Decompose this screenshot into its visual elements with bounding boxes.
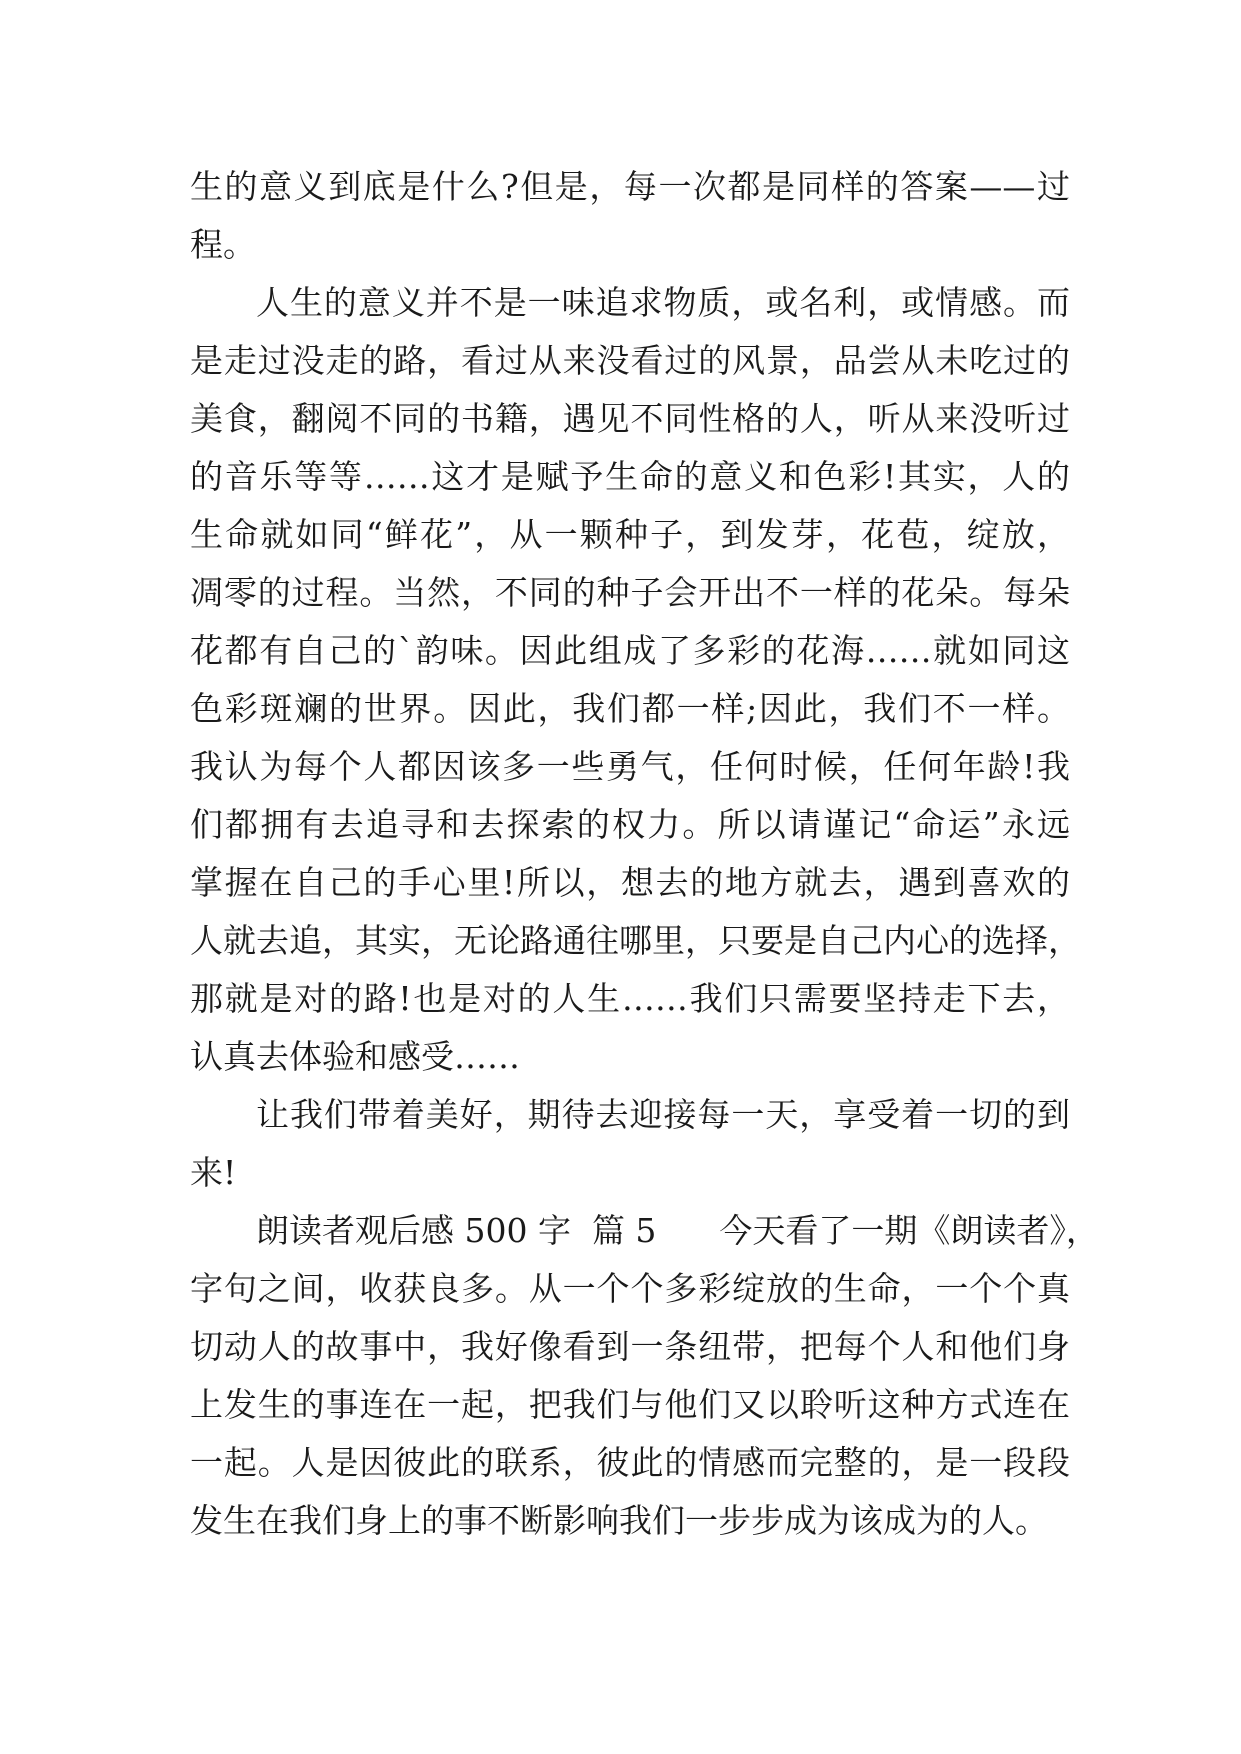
text-line: 人生的意义并不是一味追求物质，或名利，或情感。而: [256, 283, 1070, 322]
text-line: 字句之间，收获良多。从一个个多彩绽放的生命，一个个真: [190, 1269, 1070, 1308]
text-line: 认真去体验和感受……: [190, 1037, 520, 1076]
text-line: 让我们带着美好，期待去迎接每一天，享受着一切的到: [256, 1095, 1070, 1134]
text-line: 色彩斑斓的世界。因此，我们都一样;因此，我们不一样。: [190, 689, 1070, 728]
text-line: 切动人的故事中，我好像看到一条纽带，把每个人和他们身: [190, 1327, 1070, 1366]
text-line: 们都拥有去追寻和去探索的权力。所以请谨记“命运”永远: [190, 805, 1070, 844]
paragraph-3: [190, 1086, 1070, 1202]
text-line: 来!: [190, 1153, 237, 1192]
text-line: 掌握在自己的手心里!所以，想去的地方就去，遇到喜欢的: [190, 863, 1070, 902]
text-line: 的音乐等等……这才是赋予生命的意义和色彩!其实，人的: [190, 457, 1070, 496]
text-line: 花都有自己的`韵味。因此组成了多彩的花海……就如同这: [190, 631, 1070, 670]
paragraph-4: [190, 1202, 1099, 1550]
text-line: 上发生的事连在一起，把我们与他们又以聆听这种方式连在: [190, 1385, 1070, 1424]
text-line: 生命就如同“鲜花”，从一颗种子，到发芽，花苞，绽放，: [190, 515, 1070, 554]
text-line: 朗读者观后感 500 字 篇 5 今天看了一期《朗读者》，: [256, 1211, 1099, 1250]
text-line: 生的意义到底是什么?但是，每一次都是同样的答案——过: [190, 167, 1070, 206]
text-line: 一起。人是因彼此的联系，彼此的情感而完整的，是一段段: [190, 1443, 1070, 1482]
text-line: 人就去追，其实，无论路通往哪里，只要是自己内心的选择，: [190, 921, 1081, 960]
text-line: 那就是对的路!也是对的人生……我们只需要坚持走下去，: [190, 979, 1070, 1018]
paragraph-2: [190, 274, 1081, 1086]
text-line: 是走过没走的路，看过从来没看过的风景，品尝从未吃过的: [190, 341, 1070, 380]
text-line: 美食，翻阅不同的书籍，遇见不同性格的人，听从来没听过: [190, 399, 1070, 438]
text-line: 程。: [190, 225, 256, 264]
text-line: 发生在我们身上的事不断影响我们一步步成为该成为的人。: [190, 1501, 1048, 1540]
text-line: 凋零的过程。当然，不同的种子会开出不一样的花朵。每朵: [190, 573, 1070, 612]
text-line: 我认为每个人都因该多一些勇气，任何时候，任何年龄!我: [190, 747, 1070, 786]
paragraph-1: [190, 158, 1070, 274]
document-body: [190, 158, 1099, 1550]
